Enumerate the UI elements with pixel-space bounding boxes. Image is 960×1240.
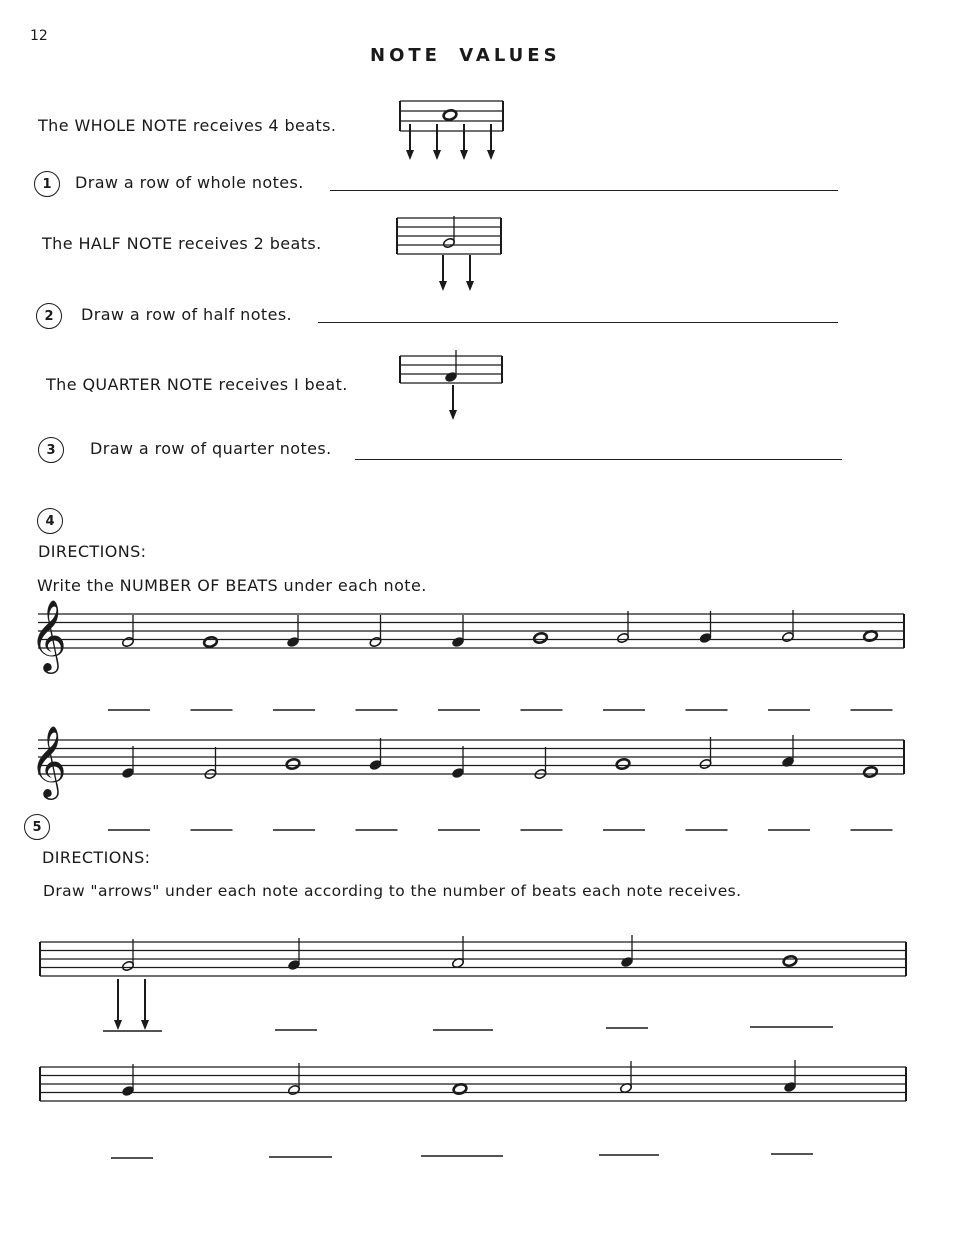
whole-note-statement: The WHOLE NOTE receives 4 beats. (38, 116, 337, 135)
half-note (451, 936, 464, 969)
beat-arrow-icon (439, 255, 447, 291)
exercise-1-number: 1 (34, 171, 60, 197)
half-note (781, 610, 794, 643)
arrow-head (487, 150, 495, 160)
note-head (863, 766, 878, 778)
beat-arrow-icon (433, 124, 441, 160)
beat-arrow-icon (460, 124, 468, 160)
exercise-4-heading: DIRECTIONS: (38, 542, 147, 561)
quarter-note (783, 1060, 796, 1093)
half-note (204, 747, 217, 780)
quarter-note-example (444, 350, 457, 383)
arrow-head (114, 1020, 122, 1030)
beat-arrow-icon (449, 385, 457, 420)
exercise-3-prompt: Draw a row of quarter notes. (90, 439, 332, 458)
exercise-1-prompt: Draw a row of whole notes. (75, 173, 304, 192)
half-note (534, 747, 547, 780)
note-head (616, 758, 631, 770)
quarter-note-statement: The QUARTER NOTE receives I beat. (46, 375, 348, 394)
whole-note (203, 636, 218, 648)
exercise-2-number: 2 (36, 303, 62, 329)
exercise-4-instruction: Write the NUMBER OF BEATS under each note. (37, 576, 427, 595)
quarter-note (699, 611, 712, 644)
beat-arrow-icon (114, 979, 122, 1030)
exercise-4-number: 4 (37, 508, 63, 534)
quarter-note (287, 938, 300, 971)
exercise-5-staff-1 (40, 942, 906, 976)
whole-note-example-staff (400, 101, 503, 131)
whole-note (533, 632, 548, 644)
exercise-2-prompt: Draw a row of half notes. (81, 305, 293, 324)
note-head (863, 630, 878, 642)
quarter-note (121, 746, 134, 779)
arrow-head (466, 281, 474, 291)
half-note-example-staff (397, 218, 501, 254)
arrow-head (460, 150, 468, 160)
whole-note (863, 766, 878, 778)
arrow-head (449, 410, 457, 420)
whole-note (783, 955, 798, 967)
note-head (533, 632, 548, 644)
exercise-5-number: 5 (24, 814, 50, 840)
page-title: NOTE VALUES (370, 45, 561, 66)
half-note (287, 1063, 300, 1096)
arrow-head (433, 150, 441, 160)
quarter-note (121, 1064, 134, 1097)
exercise-5-instruction: Draw "arrows" under each note according to the number of beats each note receives. (43, 882, 742, 900)
half-note-example (442, 216, 455, 249)
note-head (453, 1083, 468, 1095)
whole-note (453, 1083, 468, 1095)
note-head (203, 636, 218, 648)
beat-arrow-icon (487, 124, 495, 160)
half-note (619, 1061, 632, 1094)
exercise-5-heading: DIRECTIONS: (42, 848, 151, 867)
arrow-head (439, 281, 447, 291)
beat-arrow-icon (141, 979, 149, 1030)
beat-arrow-icon (406, 124, 414, 160)
exercise-5-staff-2 (40, 1067, 906, 1101)
note-head (783, 955, 798, 967)
beat-arrow-icon (466, 255, 474, 291)
treble-clef-icon: 𝄞 (30, 724, 67, 797)
arrow-head (406, 150, 414, 160)
quarter-note (620, 935, 633, 968)
exercise-4-staff-2 (38, 740, 904, 774)
whole-note (286, 758, 301, 770)
quarter-note (451, 746, 464, 779)
quarter-note (369, 738, 382, 771)
whole-note (616, 758, 631, 770)
arrow-head (141, 1020, 149, 1030)
half-note-statement: The HALF NOTE receives 2 beats. (42, 234, 322, 253)
exercise-3-number: 3 (38, 437, 64, 463)
note-head (286, 758, 301, 770)
treble-clef-icon: 𝄞 (30, 598, 67, 671)
exercise-4-staff-1 (38, 614, 904, 648)
whole-note (863, 630, 878, 642)
page-number: 12 (30, 28, 48, 44)
